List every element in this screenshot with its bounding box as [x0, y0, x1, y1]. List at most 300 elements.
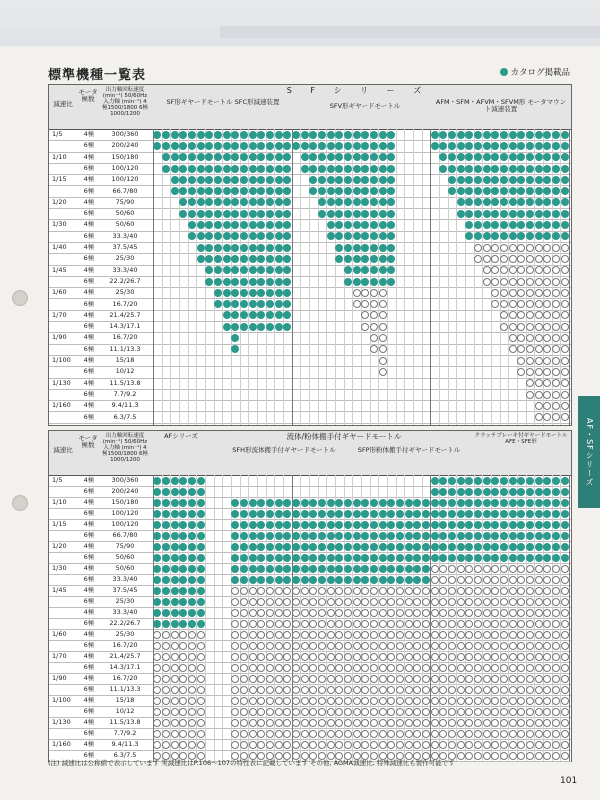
open-dot-icon: [249, 609, 257, 617]
filled-dot-icon: [283, 521, 291, 529]
open-dot-icon: [344, 631, 352, 639]
filled-dot-icon: [526, 554, 534, 562]
open-dot-icon: [457, 642, 465, 650]
filled-dot-icon: [526, 521, 534, 529]
open-dot-icon: [240, 642, 248, 650]
open-dot-icon: [500, 631, 508, 639]
filled-dot-icon: [153, 587, 161, 595]
open-dot-icon: [448, 598, 456, 606]
filled-dot-icon: [448, 521, 456, 529]
open-dot-icon: [439, 653, 447, 661]
filled-dot-icon: [223, 244, 231, 252]
open-dot-icon: [266, 675, 274, 683]
open-dot-icon: [509, 565, 517, 573]
open-dot-icon: [535, 391, 543, 399]
open-dot-icon: [188, 675, 196, 683]
open-dot-icon: [379, 598, 387, 606]
filled-dot-icon: [257, 565, 265, 573]
open-dot-icon: [431, 697, 439, 705]
filled-dot-icon: [153, 620, 161, 628]
filled-dot-icon: [249, 289, 257, 297]
open-dot-icon: [509, 741, 517, 749]
grid-line: [188, 475, 189, 761]
open-dot-icon: [526, 391, 534, 399]
open-dot-icon: [240, 697, 248, 705]
filled-dot-icon: [283, 165, 291, 173]
filled-dot-icon: [231, 532, 239, 540]
open-dot-icon: [292, 719, 300, 727]
open-dot-icon: [517, 697, 525, 705]
filled-dot-icon: [318, 521, 326, 529]
filled-dot-icon: [500, 532, 508, 540]
open-dot-icon: [162, 664, 170, 672]
open-dot-icon: [474, 565, 482, 573]
open-dot-icon: [162, 686, 170, 694]
filled-dot-icon: [500, 221, 508, 229]
pole-cell: 4極: [83, 608, 95, 616]
pole-cell: 4極: [83, 674, 95, 682]
filled-dot-icon: [361, 510, 369, 518]
speed-cell: 16.7/20: [112, 333, 138, 342]
pole-cell: 6極: [83, 322, 95, 331]
grid-line: [162, 129, 163, 425]
open-dot-icon: [491, 686, 499, 694]
grid-line: [526, 475, 527, 761]
filled-dot-icon: [431, 499, 439, 507]
filled-dot-icon: [153, 554, 161, 562]
open-dot-icon: [561, 576, 569, 584]
filled-dot-icon: [500, 176, 508, 184]
filled-dot-icon: [517, 521, 525, 529]
open-dot-icon: [370, 334, 378, 342]
open-dot-icon: [283, 620, 291, 628]
open-dot-icon: [405, 587, 413, 595]
open-dot-icon: [517, 708, 525, 716]
open-dot-icon: [179, 675, 187, 683]
filled-dot-icon: [171, 543, 179, 551]
filled-dot-icon: [353, 266, 361, 274]
filled-dot-icon: [231, 131, 239, 139]
open-dot-icon: [292, 697, 300, 705]
open-dot-icon: [361, 609, 369, 617]
filled-dot-icon: [448, 543, 456, 551]
open-dot-icon: [413, 587, 421, 595]
open-dot-icon: [370, 697, 378, 705]
pole-cell: 4極: [83, 378, 95, 387]
pole-cell: 6極: [83, 231, 95, 240]
open-dot-icon: [526, 289, 534, 297]
grid-line: [422, 475, 423, 761]
grid-line: [292, 129, 293, 425]
speed-cell: 33.3/40: [112, 231, 138, 240]
grid-line: [292, 475, 293, 761]
open-dot-icon: [509, 255, 517, 263]
grid-line: [257, 129, 258, 425]
open-dot-icon: [353, 609, 361, 617]
open-dot-icon: [491, 675, 499, 683]
filled-dot-icon: [535, 221, 543, 229]
open-dot-icon: [448, 565, 456, 573]
filled-dot-icon: [197, 609, 205, 617]
open-dot-icon: [535, 278, 543, 286]
open-dot-icon: [535, 642, 543, 650]
open-dot-icon: [517, 587, 525, 595]
filled-dot-icon: [387, 543, 395, 551]
grid-line: [465, 129, 466, 425]
filled-dot-icon: [231, 565, 239, 573]
header-group-af: AFシリーズ: [164, 432, 198, 440]
open-dot-icon: [448, 664, 456, 672]
open-dot-icon: [457, 697, 465, 705]
filled-dot-icon: [535, 176, 543, 184]
open-dot-icon: [292, 664, 300, 672]
open-dot-icon: [249, 587, 257, 595]
speed-cell: 66.7/80: [112, 186, 138, 195]
filled-dot-icon: [153, 532, 161, 540]
filled-dot-icon: [431, 488, 439, 496]
filled-dot-icon: [439, 510, 447, 518]
filled-dot-icon: [474, 176, 482, 184]
filled-dot-icon: [171, 165, 179, 173]
filled-dot-icon: [561, 477, 569, 485]
filled-dot-icon: [275, 289, 283, 297]
open-dot-icon: [422, 686, 430, 694]
open-dot-icon: [387, 642, 395, 650]
filled-dot-icon: [361, 278, 369, 286]
header-speed: 出力軸回転速度 (min⁻¹) 50/60Hz 入力軸 (min⁻¹) 4極1500/1800 6極1000/1200: [101, 433, 149, 464]
filled-dot-icon: [335, 521, 343, 529]
filled-dot-icon: [179, 565, 187, 573]
open-dot-icon: [188, 741, 196, 749]
open-dot-icon: [552, 631, 560, 639]
open-dot-icon: [379, 719, 387, 727]
filled-dot-icon: [171, 499, 179, 507]
pole-cell: 6極: [83, 412, 95, 421]
open-dot-icon: [509, 323, 517, 331]
open-dot-icon: [231, 631, 239, 639]
open-dot-icon: [517, 719, 525, 727]
grid-line: [170, 129, 171, 425]
filled-dot-icon: [361, 554, 369, 562]
filled-dot-icon: [197, 187, 205, 195]
filled-dot-icon: [344, 278, 352, 286]
open-dot-icon: [561, 300, 569, 308]
filled-dot-icon: [457, 176, 465, 184]
filled-dot-icon: [370, 131, 378, 139]
filled-dot-icon: [188, 176, 196, 184]
filled-dot-icon: [526, 165, 534, 173]
open-dot-icon: [171, 642, 179, 650]
open-dot-icon: [335, 598, 343, 606]
filled-dot-icon: [301, 499, 309, 507]
filled-dot-icon: [517, 499, 525, 507]
open-dot-icon: [370, 323, 378, 331]
open-dot-icon: [474, 752, 482, 760]
filled-dot-icon: [396, 521, 404, 529]
open-dot-icon: [561, 368, 569, 376]
ratio-cell: 1/20: [52, 197, 67, 206]
open-dot-icon: [379, 708, 387, 716]
filled-dot-icon: [405, 532, 413, 540]
filled-dot-icon: [457, 543, 465, 551]
filled-dot-icon: [500, 488, 508, 496]
open-dot-icon: [318, 642, 326, 650]
side-tab[interactable]: AF・SFシリーズ: [578, 396, 600, 508]
open-dot-icon: [257, 686, 265, 694]
open-dot-icon: [335, 675, 343, 683]
filled-dot-icon: [275, 510, 283, 518]
filled-dot-icon: [396, 554, 404, 562]
filled-dot-icon: [465, 521, 473, 529]
open-dot-icon: [500, 598, 508, 606]
filled-dot-icon: [370, 210, 378, 218]
filled-dot-icon: [266, 165, 274, 173]
filled-dot-icon: [266, 142, 274, 150]
open-dot-icon: [292, 675, 300, 683]
grid-line: [240, 129, 241, 425]
open-dot-icon: [153, 664, 161, 672]
filled-dot-icon: [491, 543, 499, 551]
open-dot-icon: [535, 675, 543, 683]
open-dot-icon: [292, 587, 300, 595]
filled-dot-icon: [361, 131, 369, 139]
open-dot-icon: [465, 620, 473, 628]
filled-dot-icon: [240, 210, 248, 218]
filled-dot-icon: [249, 554, 257, 562]
filled-dot-icon: [387, 565, 395, 573]
open-dot-icon: [353, 598, 361, 606]
open-dot-icon: [561, 379, 569, 387]
open-dot-icon: [344, 686, 352, 694]
grid-line: [569, 475, 570, 761]
filled-dot-icon: [561, 210, 569, 218]
open-dot-icon: [301, 598, 309, 606]
open-dot-icon: [413, 697, 421, 705]
open-dot-icon: [526, 357, 534, 365]
filled-dot-icon: [153, 488, 161, 496]
open-dot-icon: [491, 631, 499, 639]
open-dot-icon: [517, 642, 525, 650]
ratio-cell: 1/45: [52, 586, 67, 594]
filled-dot-icon: [275, 565, 283, 573]
filled-dot-icon: [171, 176, 179, 184]
filled-dot-icon: [266, 131, 274, 139]
filled-dot-icon: [379, 221, 387, 229]
filled-dot-icon: [327, 565, 335, 573]
open-dot-icon: [509, 730, 517, 738]
open-dot-icon: [535, 653, 543, 661]
open-dot-icon: [309, 609, 317, 617]
filled-dot-icon: [353, 176, 361, 184]
filled-dot-icon: [396, 499, 404, 507]
filled-dot-icon: [327, 521, 335, 529]
open-dot-icon: [197, 664, 205, 672]
filled-dot-icon: [179, 576, 187, 584]
open-dot-icon: [361, 620, 369, 628]
pole-cell: 4極: [83, 696, 95, 704]
grid-line: [248, 129, 249, 425]
open-dot-icon: [344, 587, 352, 595]
open-dot-icon: [474, 631, 482, 639]
grid-line: [474, 475, 475, 761]
open-dot-icon: [465, 719, 473, 727]
open-dot-icon: [318, 675, 326, 683]
open-dot-icon: [301, 631, 309, 639]
filled-dot-icon: [162, 554, 170, 562]
open-dot-icon: [309, 653, 317, 661]
open-dot-icon: [249, 741, 257, 749]
speed-cell: 50/60: [115, 564, 135, 572]
open-dot-icon: [257, 587, 265, 595]
filled-dot-icon: [561, 510, 569, 518]
open-dot-icon: [526, 719, 534, 727]
pole-cell: 4極: [83, 197, 95, 206]
filled-dot-icon: [275, 244, 283, 252]
filled-dot-icon: [327, 165, 335, 173]
filled-dot-icon: [543, 554, 551, 562]
open-dot-icon: [439, 686, 447, 694]
open-dot-icon: [509, 631, 517, 639]
filled-dot-icon: [457, 521, 465, 529]
ratio-cell: 1/15: [52, 175, 67, 184]
open-dot-icon: [361, 730, 369, 738]
filled-dot-icon: [240, 131, 248, 139]
filled-dot-icon: [188, 620, 196, 628]
open-dot-icon: [171, 631, 179, 639]
filled-dot-icon: [379, 266, 387, 274]
open-dot-icon: [283, 697, 291, 705]
filled-dot-icon: [370, 165, 378, 173]
filled-dot-icon: [318, 499, 326, 507]
open-dot-icon: [188, 730, 196, 738]
filled-dot-icon: [457, 153, 465, 161]
open-dot-icon: [335, 609, 343, 617]
filled-dot-icon: [422, 554, 430, 562]
open-dot-icon: [431, 565, 439, 573]
filled-dot-icon: [275, 266, 283, 274]
open-dot-icon: [561, 323, 569, 331]
filled-dot-icon: [491, 165, 499, 173]
open-dot-icon: [344, 664, 352, 672]
open-dot-icon: [422, 719, 430, 727]
filled-dot-icon: [171, 609, 179, 617]
filled-dot-icon: [214, 210, 222, 218]
filled-dot-icon: [439, 477, 447, 485]
open-dot-icon: [535, 402, 543, 410]
grid-line: [344, 475, 345, 761]
open-dot-icon: [370, 686, 378, 694]
filled-dot-icon: [327, 543, 335, 551]
open-dot-icon: [335, 697, 343, 705]
speed-cell: 22.2/26.7: [109, 276, 141, 285]
open-dot-icon: [249, 697, 257, 705]
open-dot-icon: [422, 697, 430, 705]
open-dot-icon: [387, 620, 395, 628]
open-dot-icon: [561, 402, 569, 410]
filled-dot-icon: [223, 289, 231, 297]
open-dot-icon: [561, 609, 569, 617]
open-dot-icon: [509, 675, 517, 683]
filled-dot-icon: [223, 142, 231, 150]
filled-dot-icon: [474, 543, 482, 551]
open-dot-icon: [197, 708, 205, 716]
open-dot-icon: [353, 631, 361, 639]
open-dot-icon: [266, 620, 274, 628]
filled-dot-icon: [387, 244, 395, 252]
filled-dot-icon: [197, 620, 205, 628]
open-dot-icon: [405, 719, 413, 727]
pole-cell: 4極: [83, 265, 95, 274]
filled-dot-icon: [240, 176, 248, 184]
grid-line: [309, 475, 310, 761]
pole-cell: 4極: [83, 630, 95, 638]
filled-dot-icon: [335, 510, 343, 518]
pole-cell: 4極: [83, 520, 95, 528]
filled-dot-icon: [249, 165, 257, 173]
filled-dot-icon: [223, 300, 231, 308]
open-dot-icon: [361, 631, 369, 639]
filled-dot-icon: [500, 477, 508, 485]
filled-dot-icon: [405, 499, 413, 507]
speed-cell: 7.7/9.2: [113, 729, 137, 737]
open-dot-icon: [370, 730, 378, 738]
footnote: (注) 減速比は公称値で表示しています 実減速比はP.106〜107の特性表に記載しています その他, AGMA減速比, 特殊減速比も製作可能です: [48, 759, 455, 767]
open-dot-icon: [335, 587, 343, 595]
open-dot-icon: [448, 686, 456, 694]
open-dot-icon: [179, 719, 187, 727]
pole-cell: 6極: [83, 619, 95, 627]
open-dot-icon: [491, 664, 499, 672]
open-dot-icon: [370, 741, 378, 749]
filled-dot-icon: [413, 499, 421, 507]
filled-dot-icon: [396, 532, 404, 540]
filled-dot-icon: [327, 187, 335, 195]
open-dot-icon: [543, 642, 551, 650]
speed-cell: 11.5/13.8: [109, 378, 141, 387]
open-dot-icon: [240, 587, 248, 595]
filled-dot-icon: [535, 142, 543, 150]
speed-cell: 100/120: [111, 509, 139, 517]
open-dot-icon: [431, 686, 439, 694]
open-dot-icon: [301, 708, 309, 716]
open-dot-icon: [491, 598, 499, 606]
filled-dot-icon: [379, 142, 387, 150]
filled-dot-icon: [292, 142, 300, 150]
open-dot-icon: [353, 730, 361, 738]
filled-dot-icon: [179, 609, 187, 617]
open-dot-icon: [231, 697, 239, 705]
filled-dot-icon: [188, 499, 196, 507]
filled-dot-icon: [500, 510, 508, 518]
filled-dot-icon: [153, 609, 161, 617]
filled-dot-icon: [188, 477, 196, 485]
filled-dot-icon: [223, 255, 231, 263]
filled-dot-icon: [327, 554, 335, 562]
open-dot-icon: [561, 565, 569, 573]
filled-dot-icon: [223, 232, 231, 240]
open-dot-icon: [335, 620, 343, 628]
open-dot-icon: [197, 653, 205, 661]
open-dot-icon: [413, 719, 421, 727]
open-dot-icon: [257, 675, 265, 683]
filled-dot-icon: [561, 521, 569, 529]
open-dot-icon: [543, 708, 551, 716]
filled-dot-icon: [301, 165, 309, 173]
open-dot-icon: [387, 708, 395, 716]
filled-dot-icon: [327, 176, 335, 184]
open-dot-icon: [561, 631, 569, 639]
header-ratio: 減速比: [53, 100, 73, 108]
